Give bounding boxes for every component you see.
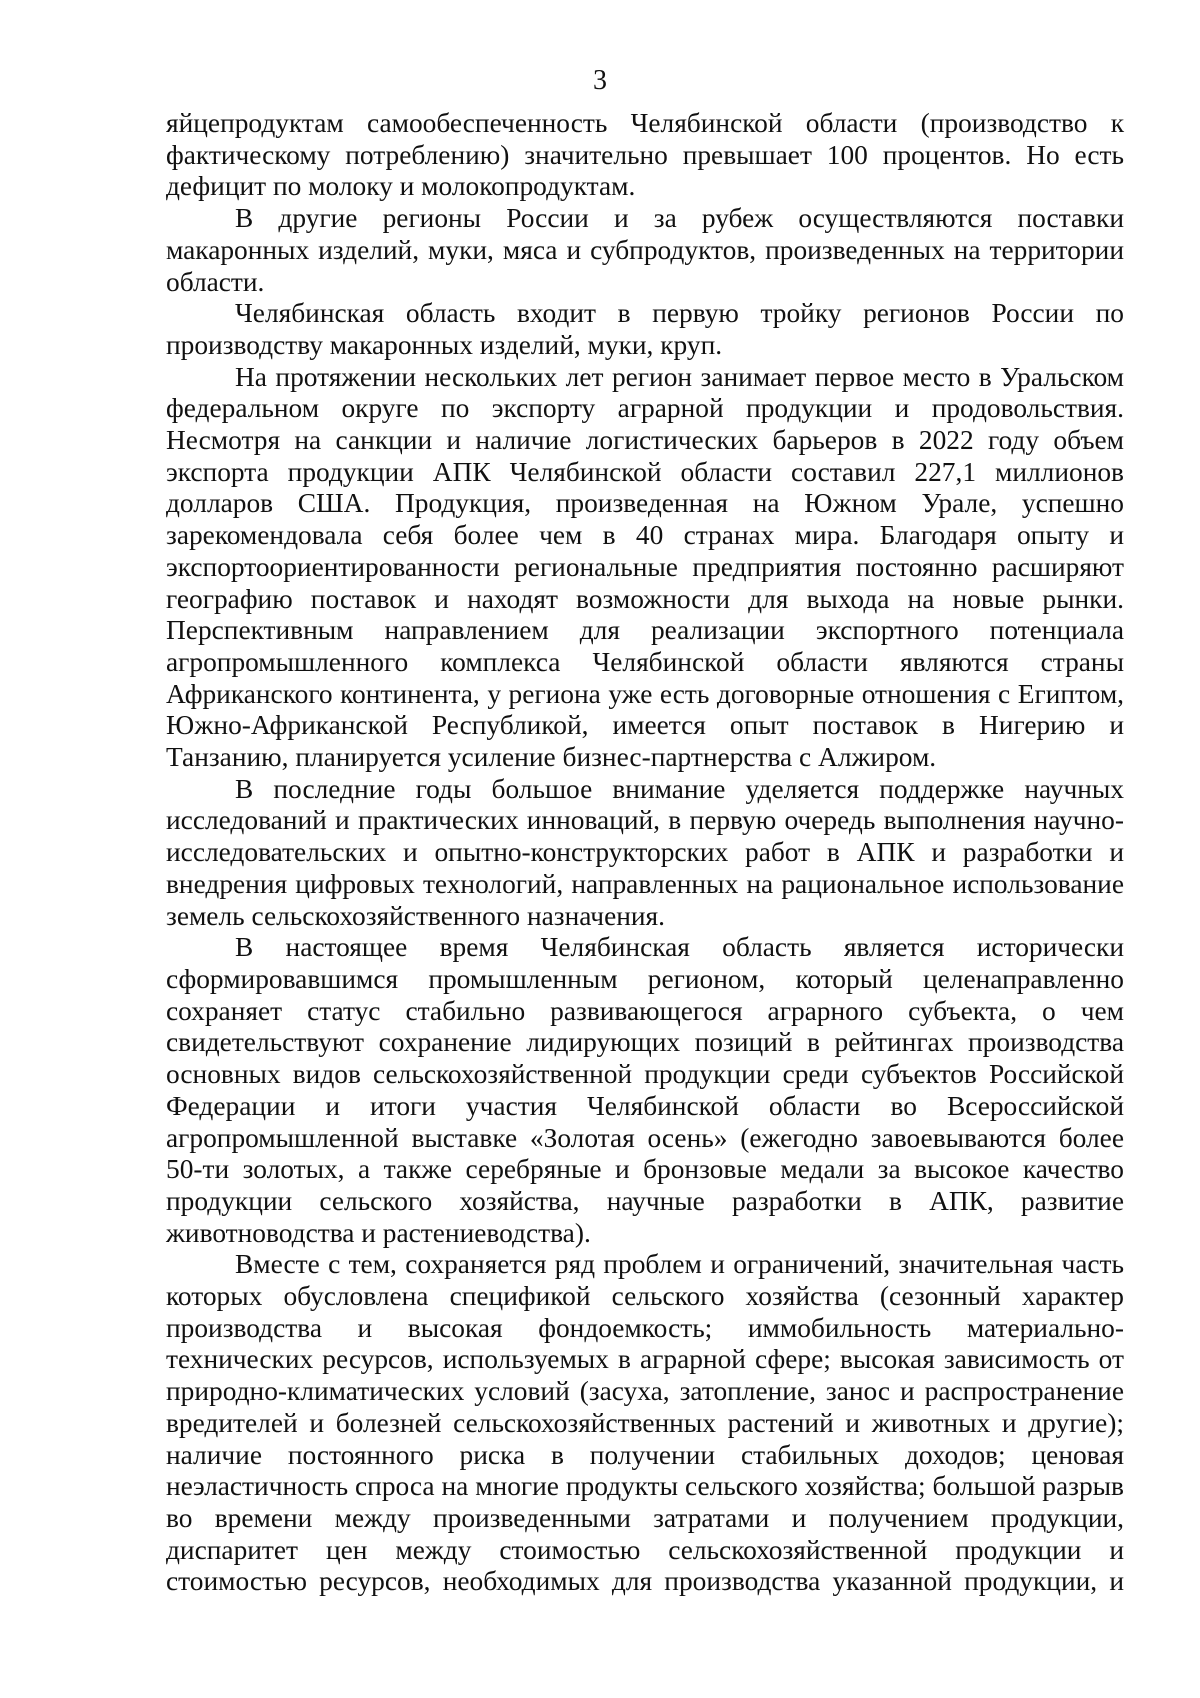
paragraph-export: На протяжении нескольких лет регион занимает первое место в Уральском федеральном округе по экспорту аграрной продукции и продовольствия. Несмотря на санкции и наличие логистических барьеров в 2022 году объем экспорта продукции АПК Челябинской области составил 227,1 миллионов долларов США. Продукция, произведенная на Южном Урале, успешно зарекомендовала себя более чем в 40 странах мира. Благодаря опыту и экспортоориентированности региональные предприятия постоянно расширяют географию поставок и находят возможности для выхода на новые рынки. Перспективным направлением для реализации экспортного потенциала агропромышленного комплекса Челябинской области являются страны Африканского континента, у региона уже есть договорные отношения с Египтом, Южно-Африканской Республикой, имеется опыт поставок в Нигерию и Танзанию, планируется усиление бизнес-партнерства с Алжиром. bbox=[166, 361, 1124, 773]
paragraph-agrarian-status: В настоящее время Челябинская область является исторически сформировавшимся промышленным регионом, который целенаправленно сохраняет статус стабильно развивающегося аграрного субъекта, о чем свидетельствуют сохранение лидирующих позиций в рейтингах производства основных видов сельскохозяйственной продукции среди субъектов Российской Федерации и итоги участия Челябинской области во Всероссийской агропромышленной выставке «Золотая осень» (ежегодно завоевываются более 50-ти золотых, а также серебряные и бронзовые медали за высокое качество продукции сельского хозяйства, научные разработки в АПК, развитие животноводства и растениеводства). bbox=[166, 932, 1124, 1248]
paragraph-problems: Вместе с тем, сохраняется ряд проблем и ограничений, значительная часть которых обусловлена спецификой сельского хозяйства (сезонный характер производства и высокая фондоемкость; иммобильность материально-технических ресурсов, используемых в аграрной сфере; высокая зависимость от природно-климатических условий (засуха, затопление, занос и распространение вредителей и болезней сельскохозяйственных растений и животных и другие); наличие постоянного риска в получении стабильных доходов; ценовая неэластичность спроса на многие продукты сельского хозяйства; большой разрыв во времени между произведенными затратами и получением продукции, диспаритет цен между стоимостью сельскохозяйственной продукции и стоимостью ресурсов, необходимых для производства указанной продукции, и bbox=[166, 1249, 1124, 1597]
page-number: 3 bbox=[593, 65, 607, 96]
paragraph-supplies: В другие регионы России и за рубеж осуществляются поставки макаронных изделий, муки, мяса и субпродуктов, произведенных на территории области. bbox=[166, 203, 1124, 297]
paragraph-top-three: Челябинская область входит в первую тройку регионов России по производству макаронных изделий, муки, круп. bbox=[166, 298, 1124, 360]
paragraph-self-sufficiency: яйцепродуктам самообеспеченность Челябинской области (производство к фактическому потреблению) значительно превышает 100 процентов. Но есть дефицит по молоку и молокопродуктам. bbox=[166, 108, 1124, 202]
document-body bbox=[166, 108, 1124, 1598]
paragraph-research: В последние годы большое внимание уделяется поддержке научных исследований и практических инноваций, в первую очередь выполнения научно-исследовательских и опытно-конструкторских работ в АПК и разработки и внедрения цифровых технологий, направленных на рациональное использование земель сельскохозяйственного назначения. bbox=[166, 773, 1124, 931]
